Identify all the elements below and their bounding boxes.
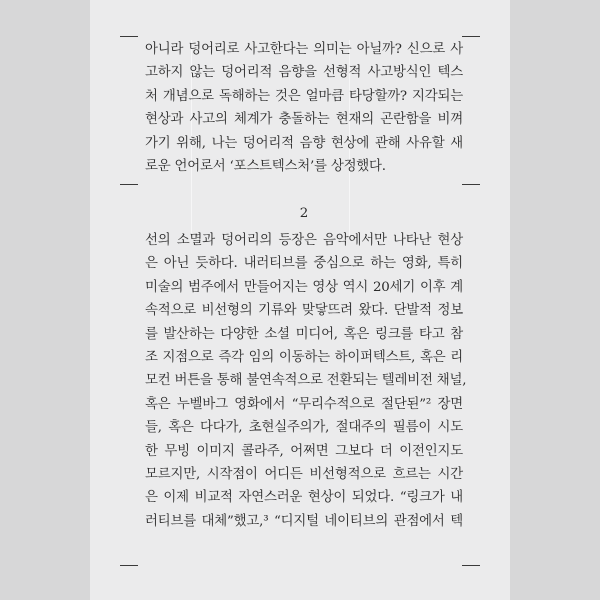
crop-mark-mid-right bbox=[462, 184, 480, 185]
text-line: 한 무빙 이미지 콜라주, 어쩌면 그보다 더 이전인지도 bbox=[145, 443, 463, 459]
text-line: 들, 혹은 다다가, 초현실주의가, 절대주의 필름이 시도 bbox=[145, 420, 463, 436]
text-line: 처 개념으로 독해하는 것은 얼마큼 타당할까? 지각되는 bbox=[145, 88, 463, 104]
text-line: 은 이제 비교적 자연스러운 현상이 되었다. “링크가 내 bbox=[145, 490, 463, 506]
crop-mark-top-right bbox=[462, 36, 480, 37]
text-line: 고하지 않는 덩어리적 음향을 선형적 사고방식인 텍스 bbox=[145, 65, 463, 81]
text-line: 가기 위해, 나는 덩어리적 음향 현상에 관해 사유할 새 bbox=[145, 135, 463, 151]
text-line: 모르지만, 시작점이 어디든 비선형적으로 흐르는 시간 bbox=[145, 467, 463, 483]
paragraph-1 bbox=[145, 38, 463, 178]
crop-mark-bottom-left bbox=[120, 565, 138, 566]
crop-mark-mid-left bbox=[120, 184, 138, 185]
text-line: 아니라 덩어리로 사고한다는 의미는 아닐까? 신으로 사 bbox=[145, 42, 463, 57]
text-line: 은 아닌 듯하다. 내러티브를 중심으로 하는 영화, 특히 bbox=[145, 256, 463, 272]
text-line: 현상과 사고의 체계가 충돌하는 현재의 곤란함을 비껴 bbox=[145, 112, 463, 128]
text-line: 미술의 범주에서 만들어지는 영상 역시 20세기 이후 계 bbox=[145, 279, 463, 295]
text-line: 혹은 누벨바그 영화에서 “무리수적으로 절단된”² 장면 bbox=[145, 396, 463, 412]
section-number: 2 bbox=[299, 206, 309, 221]
text-line: 조 지점으로 즉각 임의 이동하는 하이퍼텍스트, 혹은 리 bbox=[145, 350, 463, 366]
text-line: 선의 소멸과 덩어리의 등장은 음악에서만 나타난 현상 bbox=[145, 233, 463, 248]
text-line: 러티브를 대체”했고,³ “디지털 네이티브의 관점에서 텍 bbox=[145, 513, 463, 529]
crop-mark-bottom-right bbox=[462, 565, 480, 566]
text-line: 속적으로 비선형의 기류와 맞닿뜨려 왔다. 단발적 정보 bbox=[145, 303, 463, 319]
paragraph-2 bbox=[145, 229, 467, 533]
crop-mark-top-left bbox=[120, 36, 138, 37]
text-line: 로운 언어로서 ‘포스트텍스처’를 상정했다. bbox=[145, 159, 386, 175]
text-line: 를 발산하는 다양한 소셜 미디어, 혹은 링크를 타고 참 bbox=[145, 326, 463, 342]
text-line: 모컨 버튼을 통해 불연속적으로 전환되는 텔레비전 채널, bbox=[145, 373, 467, 389]
